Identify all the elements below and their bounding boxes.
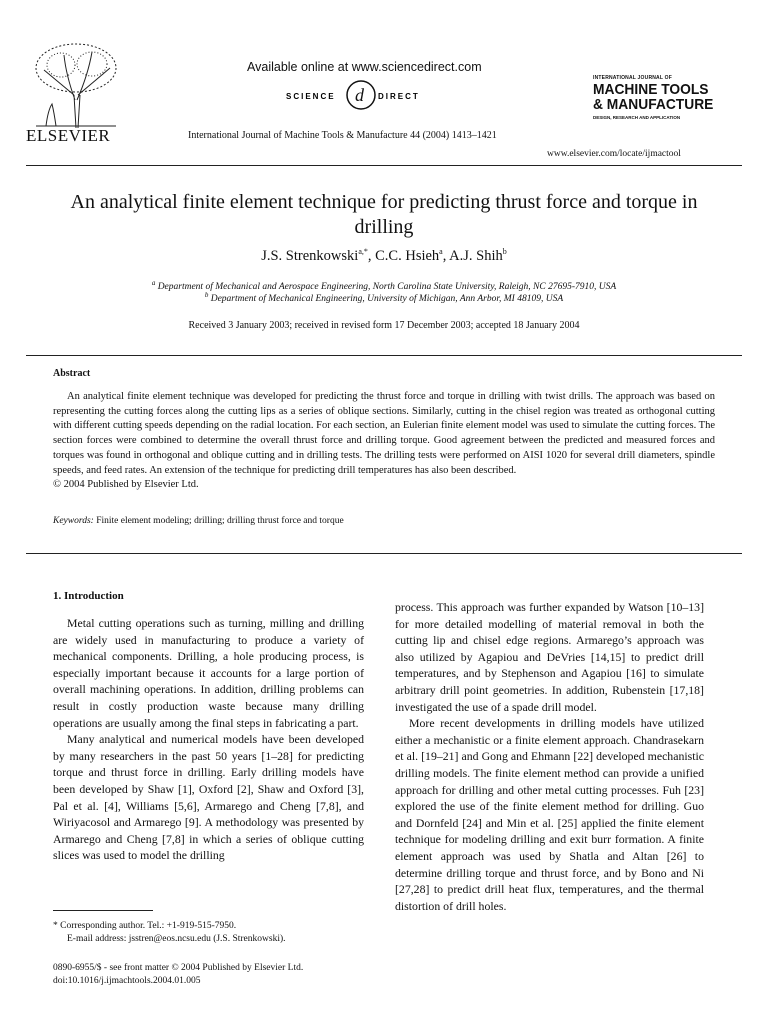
left-paragraph-2: Many analytical and numerical models have been developed by many researchers in the past 50 years [1–28] for predicting torque and thrust force in drilling. Early drilling models have been developed by Shaw [1], Oxford [2], Shaw and Oxford [3], Pal et al. [4], Williams [5,6], Armarego and Cheng [7,8], and Wiriyacosol and Armarego [9]. A methodology was presented by Armarego and Cheng [7,8] in which a series of oblique cutting slices was used to model the drilling bbox=[53, 732, 364, 863]
right-paragraph-2: More recent developments in drilling models have utilized either a mechanistic or a finite element approach. Chandrasekarn et al. [19–21] and Gong and Ehmann [22] developed mechanistic drilling models. The finite element method can provide a unified approach for drilling and other metal cutting processes. Fuh [23] explored the use of the finite element method for drilling. Guo and Dornfeld [24] and Min et al. [25] applied the finite element technique for modeling drilling and exit burr formation. A finite element approach was used by Shatla and Altan [26] to determine drilling torque and thrust force, and by Bono and Ni [27,28] to predict drill heat flux, temperatures, and the thermal distortion of drill holes. bbox=[395, 716, 704, 913]
email-address[interactable]: E-mail address: jsstren@eos.ncsu.edu (J.S. Strenkowski). bbox=[67, 934, 286, 944]
sciencedirect-d-glyph: d bbox=[355, 85, 364, 105]
abstract-top-rule bbox=[26, 355, 742, 356]
abstract-body bbox=[53, 390, 715, 493]
journal-logo-title bbox=[593, 82, 713, 112]
front-matter-text: 0890-6955/$ - see front matter © 2004 Published by Elsevier Ltd. bbox=[53, 963, 304, 973]
journal-title-line1: MACHINE TOOLS bbox=[593, 81, 709, 98]
front-matter-footer bbox=[53, 962, 303, 988]
footnote-rule bbox=[53, 910, 153, 911]
sciencedirect-left-text: SCIENCE bbox=[286, 92, 336, 101]
available-online-text: Available online at www.sciencedirect.com bbox=[247, 60, 482, 74]
right-paragraph-1: process. This approach was further expanded by Watson [10–13] for more detailed modelling of material removal in both the cutting lip and chisel edge regions. Armarego’s approach was also utilized by Agapiou and DeVries [14,15] to predict drill temperatures, and by Stephenson and Agapiou [16] to simulate arbitrary drill point geometries. In addition, Rubenstein [17,18] investigated the use of a spade drill model. bbox=[395, 600, 704, 714]
left-column bbox=[53, 615, 364, 864]
sciencedirect-right-text: DIRECT bbox=[378, 92, 420, 101]
abstract-heading: Abstract bbox=[53, 368, 91, 379]
journal-citation: International Journal of Machine Tools & Manufacture 44 (2004) 1413–1421 bbox=[188, 130, 497, 141]
section-heading: 1. Introduction bbox=[53, 590, 124, 602]
doi-link[interactable]: doi:10.1016/j.ijmachtools.2004.01.005 bbox=[53, 976, 201, 986]
footnote-corresponding bbox=[53, 920, 286, 946]
abstract-bottom-rule bbox=[26, 553, 742, 554]
affiliation-a: $^a$ Department of Mechanical and Aerospace Engineering, North Carolina State University, Raleigh, NC 27695-7910, USA bbox=[151, 279, 617, 293]
journal-subtitle: DESIGN, RESEARCH AND APPLICATION bbox=[593, 115, 681, 120]
affiliation-b: $^b$ Department of Mechanical Engineering, University of Michigan, Ann Arbor, MI 48109, USA bbox=[204, 291, 564, 305]
publisher-name: ELSEVIER bbox=[26, 126, 111, 145]
article-authors: J.S. Strenkowski$^{a,*}$, C.C. Hsieh$^a$, A.J. Shih$^b$ bbox=[261, 247, 507, 264]
elsevier-tree-logo bbox=[26, 40, 126, 130]
abstract-copyright: © 2004 Published by Elsevier Ltd. bbox=[53, 479, 199, 491]
abstract-text: An analytical finite element technique was developed for predicting the thrust force and torque in drilling with twist drills. The approach was based on representing the cutting forces along the cutting lips as a series of oblique sections. Similarly, cutting in the chisel region was treated as orthogonal cutting with different cutting speeds depending on the radial location. For each section, an Eulerian finite element model was used to simulate the cutting forces. The section forces were combined to determine the overall thrust force and drilling torque. Good agreement between the predicted and measured forces and torques was found in orthogonal and oblique cutting and in drilling tests. The drilling tests were performed on AISI 1020 for several drill diameters, spindle speeds, and feed rates. An extension of the technique for predicting drill temperatures has also been described. bbox=[53, 391, 715, 476]
keywords-line bbox=[53, 516, 344, 526]
sciencedirect-logo bbox=[286, 78, 466, 112]
corresponding-author: * Corresponding author. Tel.: +1-919-515-7950. bbox=[53, 921, 237, 931]
journal-title-line2: & MANUFACTURE bbox=[593, 96, 714, 113]
header-rule bbox=[26, 165, 742, 166]
article-title: An analytical finite element technique for predicting thrust force and torque in drilling bbox=[70, 191, 698, 238]
left-paragraph-1: Metal cutting operations such as turning, milling and drilling are widely used in manufacturing to produce a variety of mechanical components. Drilling, a hole producing process, is especially important because it accounts for a large portion of overall machining operations. In addition, drilling problems can result in costly production waste because many drilling operations are usually among the final steps in fabricating a part. bbox=[53, 616, 364, 730]
right-column bbox=[395, 599, 704, 914]
journal-label-small: INTERNATIONAL JOURNAL OF bbox=[593, 75, 672, 81]
keywords-text: Finite element modeling; drilling; drilling thrust force and torque bbox=[96, 516, 344, 526]
received-dates: Received 3 January 2003; received in revised form 17 December 2003; accepted 18 January 2004 bbox=[188, 320, 580, 331]
journal-url-link[interactable]: www.elsevier.com/locate/ijmactool bbox=[547, 149, 681, 159]
keywords-label: Keywords: bbox=[53, 516, 94, 526]
